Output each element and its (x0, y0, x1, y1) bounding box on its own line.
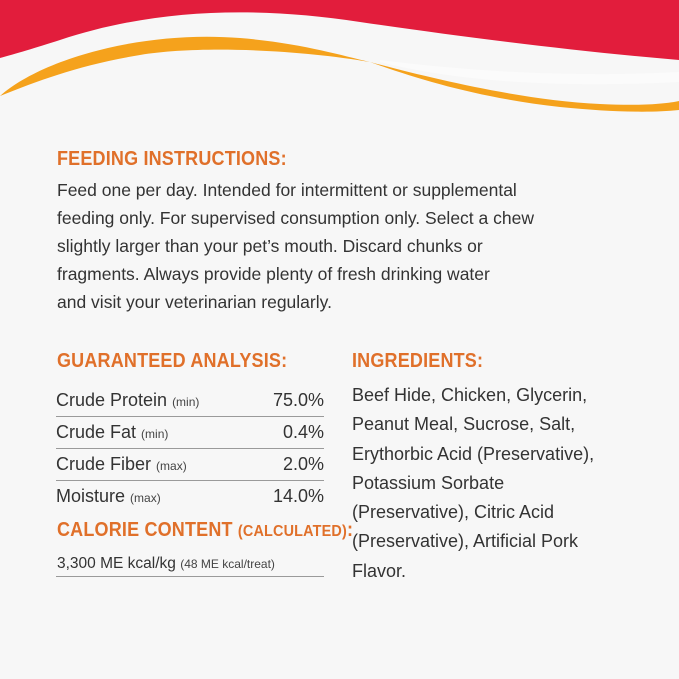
orange-wave (0, 37, 370, 96)
nutrient-qualifier: (min) (141, 427, 169, 441)
analysis-row (56, 385, 324, 417)
feeding-line: slightly larger than your pet’s mouth. Discard chunks or (57, 236, 483, 256)
ingredients-line: Erythorbic Acid (Preservative), (352, 443, 595, 464)
nutrient-qualifier: (max) (156, 459, 187, 473)
analysis-value: 75.0% (272, 390, 324, 410)
nutrient-name: Crude Fat (56, 422, 137, 442)
ingredients-line: Potassium Sorbate (352, 472, 505, 493)
analysis-label (56, 486, 161, 507)
calorie-content (57, 555, 275, 573)
feeding-line: feeding only. For supervised consumption only. Select a chew (57, 208, 534, 228)
nutrient-qualifier: (max) (130, 491, 161, 505)
calorie-value: 3,300 ME kcal/kg (57, 555, 176, 572)
decorative-swoosh (0, 0, 679, 130)
analysis-value: 0.4% (282, 422, 324, 442)
ingredients-heading: INGREDIENTS: (352, 350, 484, 372)
analysis-row (56, 449, 324, 481)
calorie-heading-colon: : (346, 519, 354, 541)
calorie-divider (56, 576, 324, 577)
calorie-per-treat: (48 ME kcal/treat) (180, 557, 275, 571)
feeding-instructions-text (57, 176, 534, 316)
calorie-heading (57, 519, 353, 542)
nutrient-name: Moisture (56, 486, 126, 506)
nutrient-name: Crude Fiber (56, 454, 152, 474)
calorie-heading-qualifier: (CALCULATED) (237, 523, 347, 540)
ingredients-list (352, 381, 594, 586)
nutrient-qualifier: (min) (172, 395, 200, 409)
feeding-line: and visit your veterinarian regularly. (57, 292, 332, 312)
analysis-label (56, 454, 187, 475)
analysis-row (56, 481, 324, 512)
analysis-heading: GUARANTEED ANALYSIS: (57, 350, 288, 372)
feeding-line: Feed one per day. Intended for intermittent or supplemental (57, 180, 517, 200)
analysis-value: 14.0% (272, 486, 324, 506)
feeding-line: fragments. Always provide plenty of fresh drinking water (57, 264, 490, 284)
analysis-table (56, 385, 324, 512)
nutrient-name: Crude Protein (56, 390, 168, 410)
ingredients-line: Flavor. (352, 560, 407, 581)
analysis-label (56, 390, 199, 411)
calorie-heading-text: CALORIE CONTENT (57, 519, 233, 541)
analysis-label (56, 422, 168, 443)
feeding-heading: FEEDING INSTRUCTIONS: (57, 148, 287, 170)
analysis-value: 2.0% (282, 454, 324, 474)
ingredients-line: (Preservative), Artificial Pork (352, 531, 579, 552)
ingredients-line: (Preservative), Citric Acid (352, 502, 555, 523)
analysis-row (56, 417, 324, 449)
ingredients-line: Peanut Meal, Sucrose, Salt, (352, 414, 576, 435)
ingredients-line: Beef Hide, Chicken, Glycerin, (352, 385, 588, 405)
white-wave-gap (380, 60, 679, 84)
